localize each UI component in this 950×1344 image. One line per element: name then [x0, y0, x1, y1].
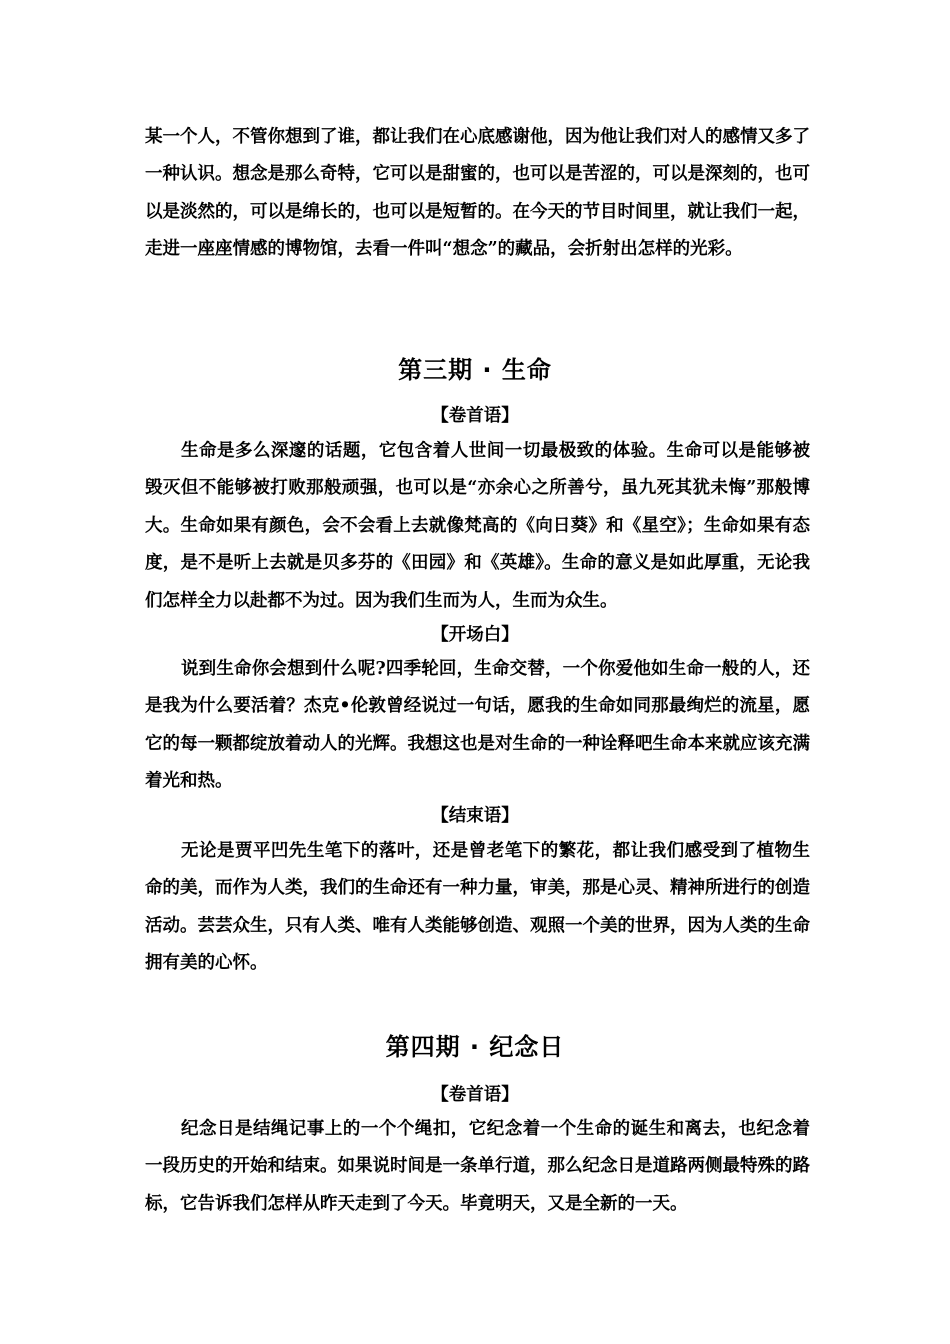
preface-heading-anniversary: 【卷首语】 — [431, 1085, 519, 1105]
section-title-life: 第三期 · 生命 — [398, 356, 552, 384]
opening-paragraph: 说到生命你会想到什么呢?四季轮回，生命交替，一个你爱他如生命一般的人，还是我为什么要活着？杰克•伦敦曾经说过一句话，愿我的生命如同那最绚烂的流星，愿它的每一颗都绽放着动人的光辉。我想这也是对生命的一种诠释吧生命本来就应该充满着光和热。 — [145, 659, 810, 792]
preface-paragraph: 生命是多么深邃的话题，它包含着人世间一切最极致的体验。生命可以是能够被毁灭但不能够被打败那般顽强，也可以是“亦余心之所善兮，虽九死其犹未悔”那般博大。生命如果有颜色，会不会看上去就像梵高的《向日葵》和《星空》；生命如果有态度，是不是听上去就是贝多芬的《田园》和《英雄》。生命的意义是如此厚重，无论我们怎样全力以赴都不为过。因为我们生而为人，生而为众生。 — [145, 441, 810, 611]
opening-heading: 【开场白】 — [431, 625, 519, 645]
section-title-anniversary: 第四期 · 纪念日 — [385, 1033, 565, 1061]
preface-paragraph-anniversary: 纪念日是结绳记事上的一个个绳扣，它纪念着一个生命的诞生和离去，也纪念着一段历史的开始和结束。如果说时间是一条单行道，那么纪念日是道路两侧最特殊的路标，它告诉我们怎样从昨天走到了今天。毕竟明天，又是全新的一天。 — [145, 1119, 810, 1214]
intro-paragraph: 某一个人，不管你想到了谁，都让我们在心底感谢他，因为他让我们对人的感情又多了一种认识。想念是那么奇特，它可以是甜蜜的，也可以是苦涩的，可以是深刻的，也可以是淡然的，可以是绵长的，也可以是短暂的。在今天的节目时间里，就让我们一起，走进一座座情感的博物馆，去看一件叫“想念”的藏品，会折射出怎样的光彩。 — [145, 127, 810, 260]
closing-paragraph: 无论是贾平凹先生笔下的落叶，还是曾老笔下的繁花，都让我们感受到了植物生命的美，而作为人类，我们的生命还有一种力量，审美，那是心灵、精神所进行的创造活动。芸芸众生，只有人类、唯有人类能够创造、观照一个美的世界，因为人类的生命拥有美的心怀。 — [145, 841, 810, 974]
closing-heading: 【结束语】 — [431, 806, 519, 826]
preface-heading: 【卷首语】 — [431, 406, 519, 426]
